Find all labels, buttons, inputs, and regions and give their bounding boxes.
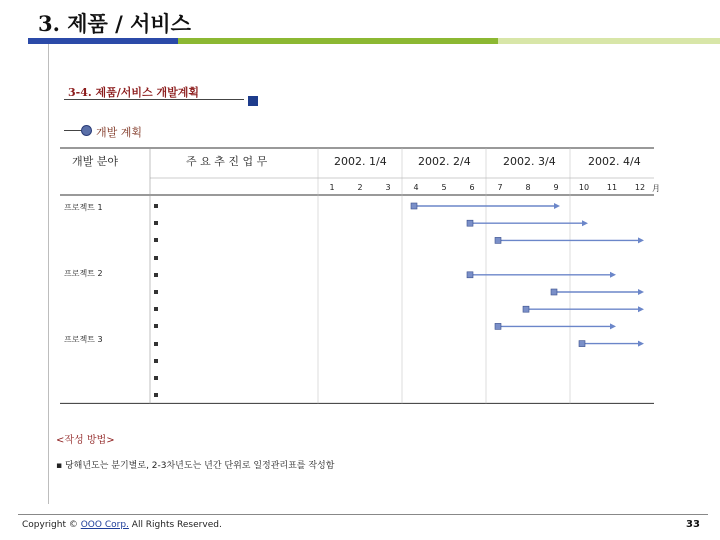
month-label: 6 xyxy=(469,183,475,192)
header-quarter-2: 2002. 2/4 xyxy=(418,155,471,168)
header-quarter-1: 2002. 1/4 xyxy=(334,155,387,168)
method-label: <작성 방법> xyxy=(56,435,115,446)
month-label: 8 xyxy=(525,183,531,192)
page-title: 3. 제품 / 서비스 xyxy=(38,11,191,36)
rights-text: All Rights Reserved. xyxy=(131,520,222,530)
schedule-arrowhead xyxy=(582,220,588,226)
schedule-start-marker xyxy=(467,272,473,278)
month-label: 10 xyxy=(578,183,590,192)
schedule-start-marker xyxy=(579,341,585,347)
schedule-arrowhead xyxy=(638,237,644,243)
section-title: 3-4. 제품/서비스 개발계획 xyxy=(68,86,200,99)
schedule-start-marker xyxy=(411,203,417,209)
schedule-start-marker xyxy=(523,306,529,312)
month-label: 2 xyxy=(357,183,363,192)
task-bullet xyxy=(154,238,158,242)
month-label: 3 xyxy=(385,183,391,192)
header-quarter-3: 2002. 3/4 xyxy=(503,155,556,168)
schedule-arrowhead xyxy=(638,341,644,347)
month-label: 7 xyxy=(497,183,503,192)
task-bullet xyxy=(154,342,158,346)
schedule-arrowhead xyxy=(610,323,616,329)
schedule-start-marker xyxy=(551,289,557,295)
month-label: 11 xyxy=(606,183,618,192)
corp-name: OOO Corp. xyxy=(80,520,129,530)
schedule-arrows xyxy=(411,203,644,347)
header-dev-area: 개발 분야 xyxy=(72,155,119,168)
month-label: 12 xyxy=(634,183,646,192)
schedule-start-marker xyxy=(467,220,473,226)
task-bullet xyxy=(154,256,158,260)
schedule-arrowhead xyxy=(638,289,644,295)
task-bullet xyxy=(154,324,158,328)
project-label-1: 프로젝트 1 xyxy=(64,203,103,212)
month-label: 1 xyxy=(329,183,335,192)
header-main-tasks: 주 요 추 진 업 무 xyxy=(186,155,268,168)
task-bullet xyxy=(154,273,158,277)
copyright-prefix: Copyright © xyxy=(22,520,78,530)
task-bullet xyxy=(154,204,158,208)
task-bullet xyxy=(154,393,158,397)
project-label-3: 프로젝트 3 xyxy=(64,335,103,344)
project-label-2: 프로젝트 2 xyxy=(64,269,103,278)
method-description: ▪ 당해년도는 분기별로, 2-3차년도는 년간 단위로 일정관리표를 작성함 xyxy=(56,461,335,471)
schedule-arrowhead xyxy=(638,306,644,312)
month-label: 4 xyxy=(413,183,419,192)
header-quarter-4: 2002. 4/4 xyxy=(588,155,641,168)
month-label: 5 xyxy=(441,183,447,192)
page-number: 33 xyxy=(686,519,700,530)
copyright xyxy=(22,520,222,530)
task-bullet xyxy=(154,307,158,311)
month-unit-label: 月 xyxy=(652,184,660,193)
schedule-start-marker xyxy=(495,323,501,329)
schedule-arrowhead xyxy=(554,203,560,209)
task-bullet xyxy=(154,359,158,363)
task-bullet xyxy=(154,290,158,294)
schedule-start-marker xyxy=(495,237,501,243)
subsection-label: 개발 계획 xyxy=(96,126,143,139)
task-bullet xyxy=(154,221,158,225)
task-bullet xyxy=(154,376,158,380)
month-label: 9 xyxy=(553,183,559,192)
footer-divider xyxy=(18,514,708,515)
schedule-arrowhead xyxy=(610,272,616,278)
